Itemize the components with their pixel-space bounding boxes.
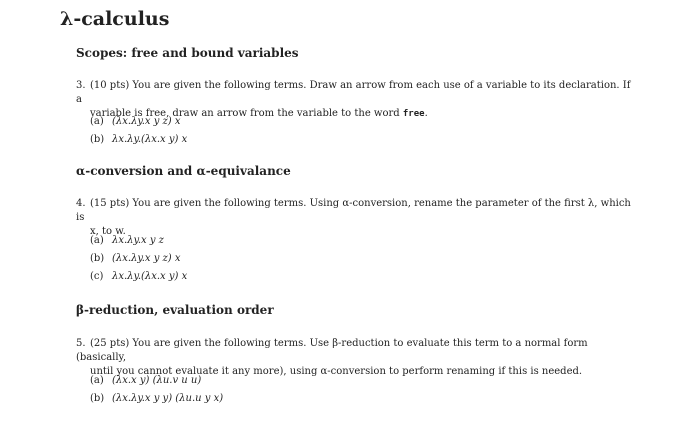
question-3 [76,79,636,121]
page-title: λ-calculus [60,8,170,30]
item-label: (a) [90,235,104,246]
item-label: (b) [90,134,105,145]
list-item [90,116,181,127]
question-5 [76,337,636,379]
section-heading-alpha: α-conversion and α-equivalance [76,164,291,178]
question-number: 4. [76,198,86,209]
question-number: 5. [76,338,86,349]
lambda-expression: λx.λy.x y z [112,235,164,246]
item-label: (b) [90,393,105,404]
item-label: (a) [90,116,104,127]
question-text-line1: (15 pts) You are given the following terms. Using α-conversion, rename the parameter of the first λ, which is [76,198,631,223]
question-text-period: . [424,108,428,119]
question-4 [76,197,636,239]
lambda-expression: λx.λy.(λx.x y) x [112,271,188,282]
item-label: (b) [90,253,105,264]
item-label: (a) [90,375,104,386]
list-item [90,134,187,145]
section-heading-beta: β-reduction, evaluation order [76,303,274,317]
question-text-line1: (10 pts) You are given the following terms. Draw an arrow from each use of a variable to its declaration. If a [76,80,631,105]
keyword-free: free [402,109,425,119]
lambda-expression: (λx.λy.x y z) x [112,253,181,264]
list-item [90,235,164,246]
lambda-expression: λx.λy.(λx.x y) x [112,134,188,145]
list-item [90,271,187,282]
item-label: (c) [90,271,104,282]
lambda-expression: (λx.x y) (λu.v u u) [112,375,202,386]
list-item [90,253,181,264]
section-heading-scopes: Scopes: free and bound variables [76,46,299,60]
question-text-line2: x, to w. [90,226,126,237]
question-number: 3. [76,80,86,91]
list-item [90,375,201,386]
question-text-line2: variable is free, draw an arrow from the variable to the word [90,108,400,119]
question-text-line1: (25 pts) You are given the following terms. Use β-reduction to evaluate this term to a normal form (basically, [76,338,588,363]
lambda-expression: (λx.λy.x y z) x [112,116,181,127]
lambda-expression: (λx.λy.x y y) (λu.u y x) [112,393,224,404]
question-text-line2: until you cannot evaluate it any more), using α-conversion to perform renaming if this is needed. [90,366,583,377]
list-item [90,393,223,404]
